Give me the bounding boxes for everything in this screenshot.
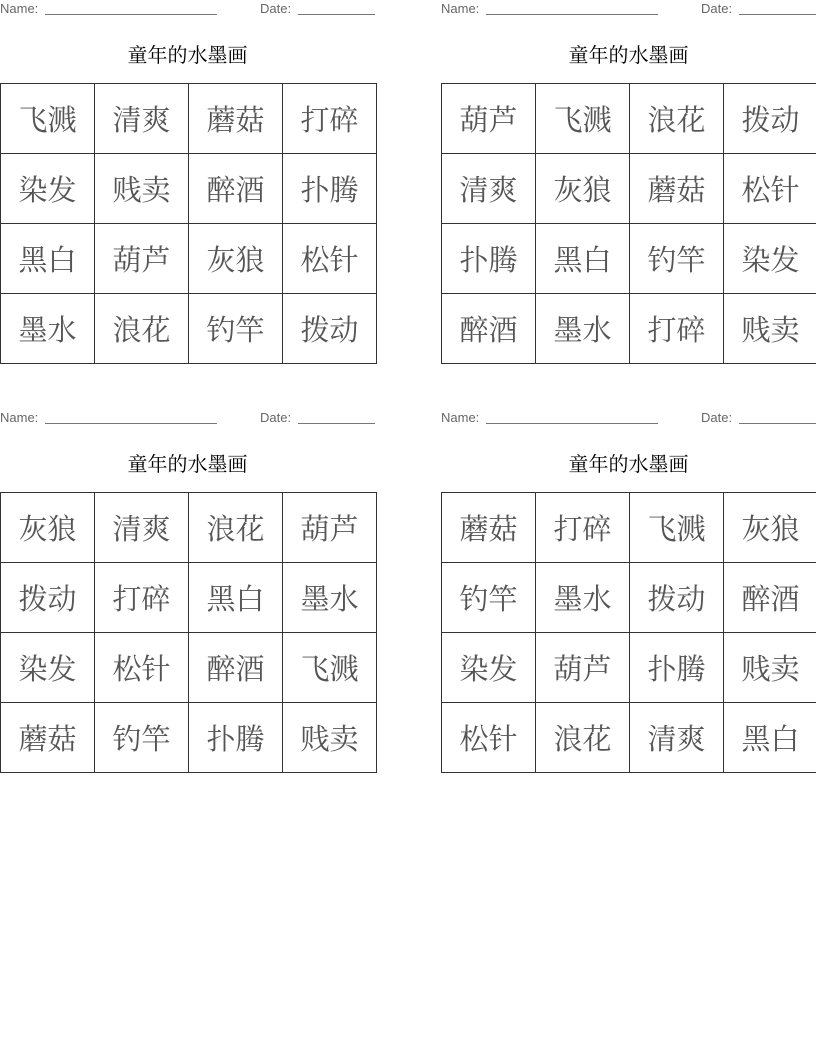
grid-cell: 墨水	[536, 563, 630, 633]
grid-cell: 墨水	[283, 563, 377, 633]
grid-row	[1, 633, 377, 703]
card-title: 童年的水墨画	[127, 452, 248, 476]
grid-cell: 贱卖	[283, 703, 377, 773]
grid-cell: 拨动	[1, 563, 95, 633]
grid-row	[442, 84, 816, 154]
grid-cell: 醉酒	[189, 154, 283, 224]
grid-cell: 浪花	[536, 703, 630, 773]
grid-cell: 打碎	[95, 563, 189, 633]
grid-row	[442, 493, 816, 563]
grid-cell: 葫芦	[283, 493, 377, 563]
grid-cell: 蘑菇	[630, 154, 724, 224]
name-field-line	[486, 423, 658, 424]
bingo-grid	[441, 492, 816, 773]
grid-cell: 浪花	[630, 84, 724, 154]
grid-cell: 葫芦	[536, 633, 630, 703]
date-label: Date:	[260, 410, 292, 425]
grid-cell: 飞溅	[536, 84, 630, 154]
grid-cell: 贱卖	[724, 294, 816, 364]
grid-cell: 打碎	[536, 493, 630, 563]
grid-cell: 浪花	[95, 294, 189, 364]
grid-cell: 葫芦	[442, 84, 536, 154]
bingo-grid	[0, 83, 377, 364]
grid-cell: 飞溅	[1, 84, 95, 154]
grid-cell: 清爽	[95, 493, 189, 563]
grid-cell: 钓竿	[95, 703, 189, 773]
grid-cell: 扑腾	[442, 224, 536, 294]
grid-cell: 黑白	[724, 703, 816, 773]
grid-cell: 钓竿	[630, 224, 724, 294]
grid-cell: 黑白	[1, 224, 95, 294]
grid-cell: 葫芦	[95, 224, 189, 294]
grid-cell: 醉酒	[442, 294, 536, 364]
grid-row	[442, 563, 816, 633]
grid-cell: 贱卖	[724, 633, 816, 703]
grid-cell: 钓竿	[189, 294, 283, 364]
grid-cell: 黑白	[189, 563, 283, 633]
grid-cell: 蘑菇	[189, 84, 283, 154]
date-field-line	[739, 14, 816, 15]
grid-cell: 蘑菇	[1, 703, 95, 773]
grid-row	[1, 154, 377, 224]
grid-cell: 扑腾	[189, 703, 283, 773]
grid-cell: 清爽	[442, 154, 536, 224]
grid-row	[1, 703, 377, 773]
date-field-line	[298, 423, 375, 424]
grid-row	[1, 294, 377, 364]
grid-cell: 墨水	[536, 294, 630, 364]
bingo-card-1	[0, 0, 375, 365]
date-field-line	[298, 14, 375, 15]
grid-cell: 醉酒	[189, 633, 283, 703]
grid-cell: 打碎	[630, 294, 724, 364]
grid-cell: 打碎	[283, 84, 377, 154]
grid-cell: 钓竿	[442, 563, 536, 633]
grid-cell: 扑腾	[630, 633, 724, 703]
grid-cell: 灰狼	[536, 154, 630, 224]
grid-row	[1, 224, 377, 294]
grid-cell: 松针	[95, 633, 189, 703]
grid-cell: 染发	[442, 633, 536, 703]
grid-cell: 蘑菇	[442, 493, 536, 563]
grid-row	[1, 563, 377, 633]
name-label: Name:	[0, 1, 39, 16]
name-field-line	[45, 14, 217, 15]
card-header	[441, 2, 816, 16]
grid-cell: 清爽	[95, 84, 189, 154]
grid-cell: 松针	[442, 703, 536, 773]
grid-cell: 飞溅	[630, 493, 724, 563]
grid-row	[1, 84, 377, 154]
grid-row	[442, 633, 816, 703]
bingo-grid	[0, 492, 377, 773]
grid-cell: 灰狼	[1, 493, 95, 563]
bingo-card-3	[0, 409, 375, 774]
name-label: Name:	[441, 410, 480, 425]
date-label: Date:	[701, 1, 733, 16]
grid-cell: 浪花	[189, 493, 283, 563]
grid-cell: 拨动	[630, 563, 724, 633]
card-title: 童年的水墨画	[568, 43, 689, 67]
name-label: Name:	[0, 410, 39, 425]
grid-row	[442, 294, 816, 364]
grid-cell: 清爽	[630, 703, 724, 773]
grid-row	[442, 154, 816, 224]
grid-cell: 染发	[1, 633, 95, 703]
grid-cell: 松针	[724, 154, 816, 224]
grid-cell: 灰狼	[189, 224, 283, 294]
date-label: Date:	[701, 410, 733, 425]
grid-cell: 拨动	[724, 84, 816, 154]
grid-cell: 墨水	[1, 294, 95, 364]
grid-row	[442, 703, 816, 773]
card-title: 童年的水墨画	[568, 452, 689, 476]
grid-row	[1, 493, 377, 563]
card-header	[0, 2, 375, 16]
card-title: 童年的水墨画	[127, 43, 248, 67]
card-header	[0, 411, 375, 425]
grid-cell: 扑腾	[283, 154, 377, 224]
grid-cell: 染发	[1, 154, 95, 224]
name-field-line	[45, 423, 217, 424]
grid-cell: 拨动	[283, 294, 377, 364]
name-label: Name:	[441, 1, 480, 16]
grid-cell: 松针	[283, 224, 377, 294]
bingo-card-2	[441, 0, 816, 365]
card-header	[441, 411, 816, 425]
date-field-line	[739, 423, 816, 424]
bingo-grid	[441, 83, 816, 364]
grid-cell: 染发	[724, 224, 816, 294]
name-field-line	[486, 14, 658, 15]
grid-cell: 黑白	[536, 224, 630, 294]
bingo-card-4	[441, 409, 816, 774]
grid-cell: 灰狼	[724, 493, 816, 563]
grid-row	[442, 224, 816, 294]
grid-cell: 醉酒	[724, 563, 816, 633]
grid-cell: 贱卖	[95, 154, 189, 224]
date-label: Date:	[260, 1, 292, 16]
grid-cell: 飞溅	[283, 633, 377, 703]
